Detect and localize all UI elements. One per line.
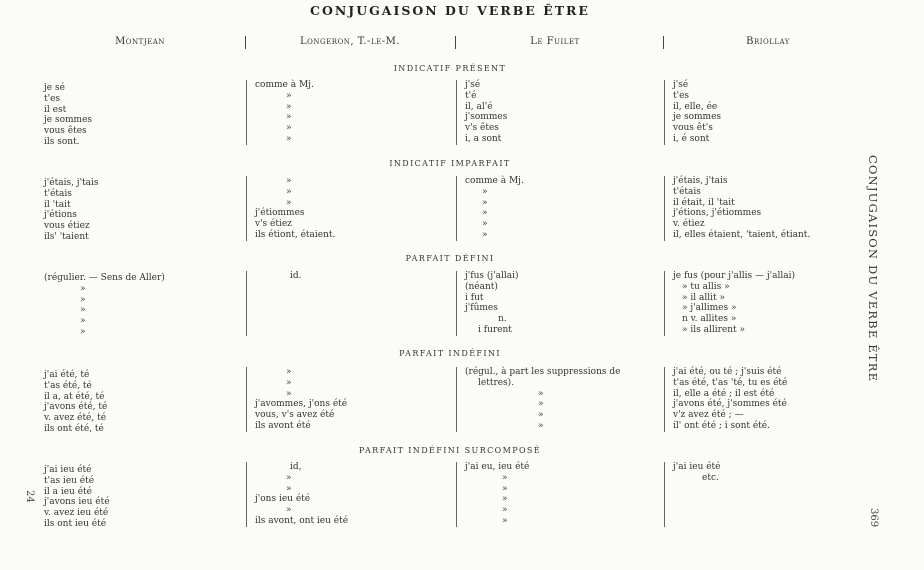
ditto-mark: » [286, 483, 292, 494]
column-header-briollay: Briollay [746, 36, 790, 47]
conjugation-line: comme à Mj. [465, 176, 524, 186]
conjugation-line: j'étiommes [255, 208, 305, 219]
conjugation-line: id, [290, 462, 302, 472]
conjugation-line: » il allit » [682, 292, 725, 303]
present-longeron [246, 80, 450, 145]
ditto-mark: » [286, 133, 292, 144]
conjugation-line: j'avons ieu été [44, 497, 110, 508]
conjugation-line: v. avez été, té [44, 413, 107, 424]
conjugation-line: ils étiont, étaient. [255, 229, 336, 240]
conjugation-line: il, elles étaient, 'taient, étiant. [673, 229, 811, 240]
section-title-imparfait: INDICATIF IMPARFAIT [389, 159, 511, 168]
conjugation-line: t'as été, té [44, 380, 92, 391]
imparfait-montjean [44, 178, 99, 243]
conjugation-line: i furent [478, 324, 512, 335]
imparfait-longeron [246, 176, 450, 241]
conjugation-line: j'étions, j'étiommes [673, 208, 762, 219]
conjugation-line: j'sé [465, 80, 481, 90]
conjugation-line: i, a sont [465, 133, 502, 144]
parfait-defini-le-fuilet [456, 271, 660, 336]
conjugation-line: j'fus (j'allai) [465, 271, 519, 281]
ditto-mark: » [538, 420, 544, 431]
ditto-mark: » [286, 176, 292, 186]
surcompose-longeron [246, 462, 450, 527]
surcompose-le-fuilet [456, 462, 660, 527]
ditto-mark: » [286, 472, 292, 483]
conjugation-line: t'as été, t'as 'té, tu es été [673, 377, 788, 388]
parfait-indefini-longeron [246, 367, 450, 432]
present-montjean [44, 83, 92, 148]
imparfait-le-fuilet [456, 176, 660, 241]
conjugation-line: il a ieu été [44, 486, 92, 497]
ditto-mark: » [286, 377, 292, 388]
conjugation-line: t'as ieu été [44, 475, 95, 486]
parfait-indefini-le-fuilet [456, 367, 660, 432]
conjugation-line: comme à Mj. [255, 80, 314, 90]
conjugation-line: il, al'é [465, 101, 493, 112]
parfait-defini-briollay [664, 271, 868, 336]
conjugation-line: j'avons été, té [44, 402, 108, 413]
page-title: CONJUGAISON DU VERBE ÊTRE [310, 3, 590, 18]
column-header-montjean: Montjean [115, 36, 165, 47]
column-header-longeron: Longeron, T.-le-M. [299, 36, 400, 47]
page-number-left: 24 [24, 490, 35, 503]
conjugation-line: ils' 'taient [44, 231, 89, 242]
present-le-fuilet [456, 80, 660, 145]
ditto-mark: » [502, 472, 508, 483]
ditto-mark: » [502, 515, 508, 526]
conjugation-line: j'ai été, ou té ; j'suis été [673, 367, 782, 377]
ditto-mark: » [286, 112, 292, 123]
conjugation-line: j'fûmes [465, 303, 498, 314]
conjugation-line: j'sommes [465, 112, 508, 123]
conjugation-line: j'étais, j'tais [673, 176, 728, 186]
conjugation-line: » j'allimes » [682, 303, 737, 314]
running-title-vertical: CONJUGAISON DU VERBE ÊTRE [866, 155, 880, 383]
conjugation-line: ils avont, ont ieu été [255, 515, 349, 526]
conjugation-line: » tu allis » [682, 281, 730, 292]
parfait-indefini-montjean [44, 370, 107, 435]
conjugation-line: j'étions [44, 210, 77, 221]
conjugation-line: t'es [44, 93, 61, 104]
conjugation-line: ils sont. [44, 136, 80, 147]
ditto-mark: » [538, 399, 544, 410]
conjugation-line: i fut [465, 292, 484, 303]
conjugation-line: vous étiez [44, 221, 90, 232]
ditto-mark: » [80, 305, 86, 316]
conjugation-line: il était, il 'tait [673, 197, 735, 208]
conjugation-line: (régulier. — Sens de Aller) [44, 273, 165, 283]
conjugation-line: j'ai ieu été [44, 465, 92, 475]
conjugation-line: j'ai été, té [44, 370, 90, 380]
conjugation-line: vous êtes [44, 126, 87, 137]
surcompose-montjean [44, 465, 110, 530]
ditto-mark: » [482, 186, 488, 197]
conjugation-line: t'étais [673, 186, 701, 197]
column-separator [455, 36, 456, 49]
parfait-defini-montjean [44, 273, 165, 338]
surcompose-briollay [664, 462, 868, 527]
conjugation-line: v. étiez [673, 219, 705, 230]
ditto-mark: » [286, 505, 292, 516]
conjugation-line: (régul., à part les suppressions de [465, 367, 621, 377]
conjugation-line: (néant) [465, 281, 498, 292]
conjugation-line: i, é sont [673, 133, 710, 144]
ditto-mark: » [80, 283, 86, 294]
column-separator [245, 36, 246, 49]
ditto-mark: » [482, 219, 488, 230]
conjugation-line: je sommes [44, 115, 93, 126]
conjugation-line: v. avez ieu été [44, 508, 109, 519]
conjugation-line: ils ont été, té [44, 423, 104, 434]
column-header-le-fuilet: Le Fuilet [530, 36, 580, 47]
conjugation-line: j'ons ieu été [255, 494, 311, 505]
conjugation-line: j'ai ieu été [673, 462, 721, 472]
ditto-mark: » [286, 123, 292, 134]
conjugation-line: j'étais, j'tais [44, 178, 99, 188]
conjugation-line: n. [498, 314, 507, 325]
present-briollay [664, 80, 838, 145]
conjugation-line: id. [290, 271, 302, 281]
ditto-mark: » [286, 101, 292, 112]
section-title-surcompose: PARFAIT INDÉFINI SURCOMPOSÉ [358, 446, 542, 455]
conjugation-line: » ils allirent » [682, 324, 746, 335]
conjugation-line: t'é [465, 90, 477, 101]
conjugation-line: je fus (pour j'allis — j'allai) [673, 271, 795, 281]
conjugation-line: t'étais [44, 188, 72, 199]
page-number: 369 [868, 508, 879, 528]
ditto-mark: » [502, 494, 508, 505]
conjugation-line: il, elle, ée [673, 101, 718, 112]
conjugation-line: j'ai eu, ieu été [465, 462, 530, 472]
ditto-mark: » [80, 316, 86, 327]
ditto-mark: » [538, 388, 544, 399]
ditto-mark: » [482, 229, 488, 240]
ditto-mark: » [286, 388, 292, 399]
conjugation-line: lettres). [478, 377, 515, 388]
ditto-mark: » [502, 483, 508, 494]
ditto-mark: » [80, 294, 86, 305]
conjugation-line: il 'tait [44, 199, 71, 210]
conjugation-line: n v. allites » [682, 314, 737, 325]
ditto-mark: » [538, 410, 544, 421]
section-title-parfait-indefini: PARFAIT INDÉFINI [399, 349, 501, 358]
ditto-mark: » [286, 186, 292, 197]
conjugation-line: il, elle a été ; il est été [673, 388, 775, 399]
conjugation-line: etc. [702, 472, 719, 483]
conjugation-line: il a, at été, té [44, 391, 105, 402]
ditto-mark: » [286, 367, 292, 377]
parfait-indefini-briollay [664, 367, 868, 432]
conjugation-line: j'avons été, j'sommes été [673, 399, 787, 410]
conjugation-line: il est [44, 104, 67, 115]
conjugation-line: ils ont ieu été [44, 518, 107, 529]
conjugation-line: v's étiez [255, 219, 292, 230]
conjugation-line: je sommes [673, 112, 722, 123]
ditto-mark: » [482, 208, 488, 219]
conjugation-line: v'z avez été ; — [673, 410, 744, 421]
conjugation-line: je sé [44, 83, 65, 93]
imparfait-briollay [664, 176, 868, 241]
ditto-mark: » [286, 197, 292, 208]
conjugation-line: v's êtes [465, 123, 499, 134]
conjugation-line: j'avommes, j'ons été [255, 399, 348, 410]
column-separator [663, 36, 664, 49]
ditto-mark: » [502, 505, 508, 516]
conjugation-line: t'es [673, 90, 690, 101]
parfait-defini-longeron [246, 271, 450, 336]
conjugation-line: il' ont été ; i sont été. [673, 420, 770, 431]
ditto-mark: » [482, 197, 488, 208]
ditto-mark: » [80, 326, 86, 337]
section-title-parfait-defini: PARFAIT DÉFINI [405, 254, 495, 263]
conjugation-line: vous êt's [673, 123, 713, 134]
conjugation-line: vous, v's avez été [255, 410, 335, 421]
conjugation-line: j'sé [673, 80, 689, 90]
section-title-present: INDICATIF PRÉSENT [393, 64, 507, 73]
ditto-mark: » [286, 90, 292, 101]
conjugation-line: ils avont été [255, 420, 311, 431]
